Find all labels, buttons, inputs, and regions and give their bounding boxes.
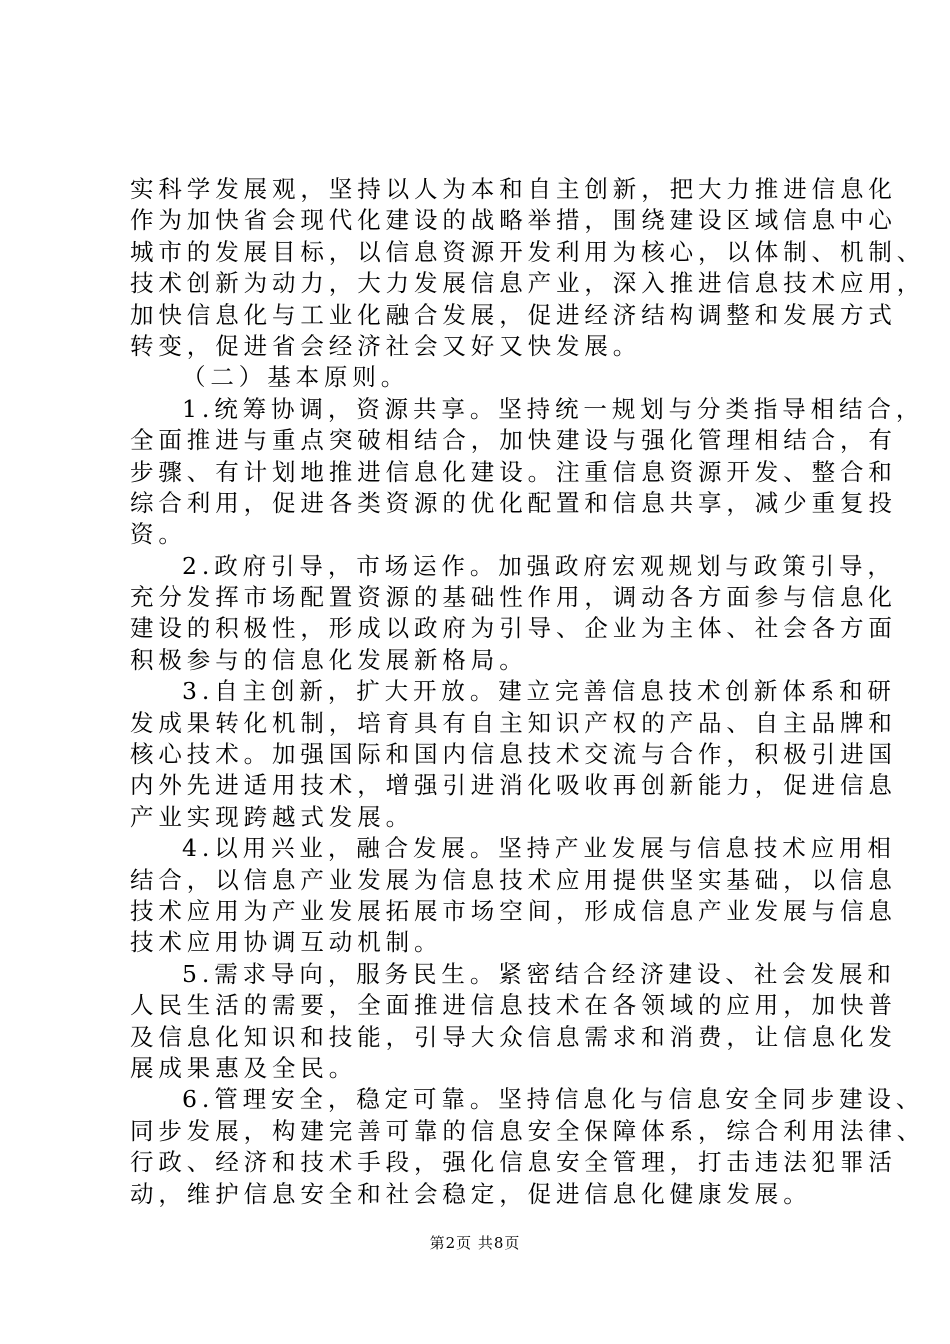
text-line: 行政、经济和技术手段，强化信息安全管理，打击违法犯罪活 <box>130 1148 897 1177</box>
text-line: 步骤、有计划地推进信息化建设。注重信息资源开发、整合和 <box>130 457 897 486</box>
text-line: 人民生活的需要，全面推进信息技术在各领域的应用，加快普 <box>130 991 897 1020</box>
text-line: 核心技术。加强国际和国内信息技术交流与合作，积极引进国 <box>130 740 897 769</box>
text-line: 技术创新为动力，大力发展信息产业，深入推进信息技术应用， <box>130 269 926 298</box>
text-line: 3.自主创新，扩大开放。建立完善信息技术创新体系和研 <box>182 677 896 706</box>
text-line: 转变，促进省会经济社会又好又快发展。 <box>130 331 642 360</box>
text-line: 内外先进适用技术，增强引进消化吸收再创新能力，促进信息 <box>130 771 897 800</box>
text-line: 同步发展，构建完善可靠的信息安全保障体系，综合利用法律、 <box>130 1116 926 1145</box>
text-line: 建设的积极性，形成以政府为引导、企业为主体、社会各方面 <box>130 614 897 643</box>
text-line: 技术应用协调互动机制。 <box>130 928 443 957</box>
text-line: 充分发挥市场配置资源的基础性作用，调动各方面参与信息化 <box>130 583 897 612</box>
text-line: 综合利用，促进各类资源的优化配置和信息共享，减少重复投 <box>130 488 897 517</box>
text-line: 加快信息化与工业化融合发展，促进经济结构调整和发展方式 <box>130 300 897 329</box>
text-line: 发成果转化机制，培育具有自主知识产权的产品、自主品牌和 <box>130 708 897 737</box>
page-footer: 第2页 共8页 <box>429 1234 521 1252</box>
text-line: 动，维护信息安全和社会稳定，促进信息化健康发展。 <box>130 1179 812 1208</box>
text-line: 2.政府引导，市场运作。加强政府宏观规划与政策引导， <box>182 551 896 580</box>
text-line: 1.统筹协调，资源共享。坚持统一规划与分类指导相结合， <box>182 394 925 423</box>
text-line: 资。 <box>130 520 187 549</box>
document-body <box>130 174 926 1210</box>
text-line: 4.以用兴业，融合发展。坚持产业发展与信息技术应用相 <box>182 834 896 863</box>
text-line: 6.管理安全，稳定可靠。坚持信息化与信息安全同步建设、 <box>182 1085 925 1114</box>
text-line: 积极参与的信息化发展新格局。 <box>130 645 528 674</box>
text-line: 5.需求导向，服务民生。紧密结合经济建设、社会发展和 <box>182 959 896 988</box>
text-line: 及信息化知识和技能，引导大众信息需求和消费，让信息化发 <box>130 1022 897 1051</box>
text-line: 城市的发展目标，以信息资源开发利用为核心，以体制、机制、 <box>130 237 926 266</box>
text-line: 展成果惠及全民。 <box>130 1053 358 1082</box>
text-line: 技术应用为产业发展拓展市场空间，形成信息产业发展与信息 <box>130 896 897 925</box>
text-line: （二）基本原则。 <box>182 363 410 392</box>
text-line: 全面推进与重点突破相结合，加快建设与强化管理相结合，有 <box>130 426 897 455</box>
text-line: 产业实现跨越式发展。 <box>130 802 414 831</box>
text-line: 结合，以信息产业发展为信息技术应用提供坚实基础，以信息 <box>130 865 897 894</box>
text-line: 实科学发展观，坚持以人为本和自主创新，把大力推进信息化 <box>130 175 897 203</box>
text-line: 作为加快省会现代化建设的战略举措，围绕建设区域信息中心 <box>130 206 897 235</box>
